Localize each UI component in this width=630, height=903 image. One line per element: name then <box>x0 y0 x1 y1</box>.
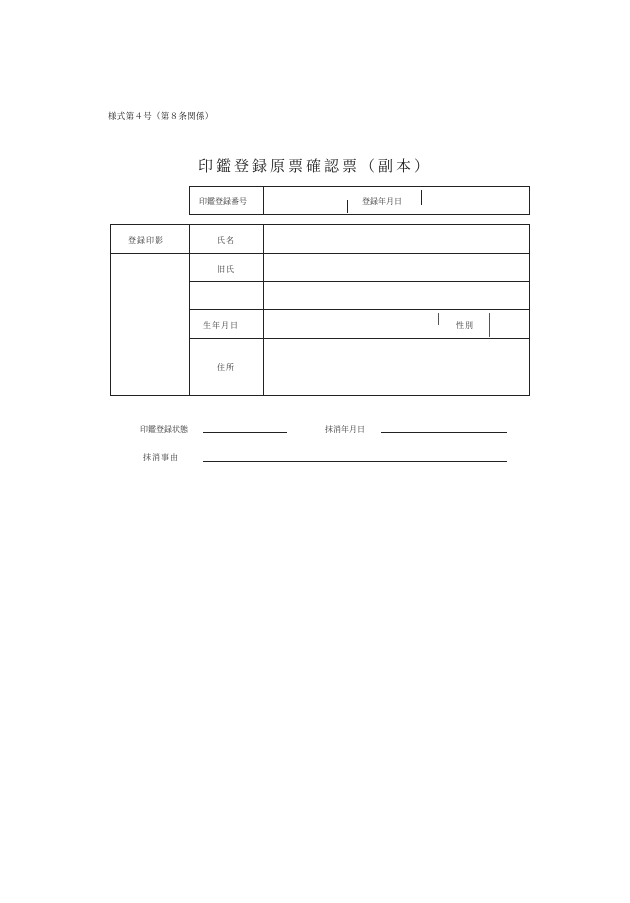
cancellation-reason-field[interactable] <box>203 449 507 461</box>
divider <box>189 281 529 282</box>
registration-date-label: 登録年月日 <box>362 197 402 206</box>
seal-impression-area <box>112 256 188 392</box>
registration-status-field[interactable] <box>203 420 287 432</box>
former-name-label: 旧氏 <box>217 265 235 274</box>
divider <box>438 313 439 325</box>
divider <box>421 190 422 205</box>
form-reference: 様式第４号（第８条関係） <box>108 112 214 122</box>
seal-impression-label: 登録印影 <box>128 236 164 245</box>
birthdate-label: 生年月日 <box>203 321 239 330</box>
name-field[interactable] <box>268 228 524 250</box>
divider <box>347 200 348 213</box>
underline <box>203 461 507 462</box>
divider <box>489 313 490 337</box>
address-field[interactable] <box>268 342 524 390</box>
registration-number-field[interactable] <box>268 190 343 210</box>
sex-field[interactable] <box>493 313 525 335</box>
registration-status-label: 印鑑登録状態 <box>140 425 188 434</box>
former-name-field[interactable] <box>268 257 524 278</box>
cancellation-reason-label: 抹消事由 <box>143 453 179 462</box>
birthdate-field[interactable] <box>268 313 434 335</box>
divider <box>110 253 529 254</box>
name-label: 氏名 <box>217 236 235 245</box>
divider <box>263 186 264 214</box>
cancellation-date-field[interactable] <box>381 420 507 432</box>
divider <box>189 338 529 339</box>
sex-label: 性別 <box>456 321 474 330</box>
underline <box>203 432 287 433</box>
underline <box>381 432 507 433</box>
page-title: 印鑑登録原票確認票（副本） <box>197 157 432 175</box>
cancellation-date-label: 抹消年月日 <box>325 425 365 434</box>
registration-number-label: 印鑑登録番号 <box>199 197 247 206</box>
divider <box>189 309 529 310</box>
extra-field[interactable] <box>268 285 524 306</box>
registration-date-field[interactable] <box>426 190 524 210</box>
address-label: 住所 <box>217 363 235 372</box>
